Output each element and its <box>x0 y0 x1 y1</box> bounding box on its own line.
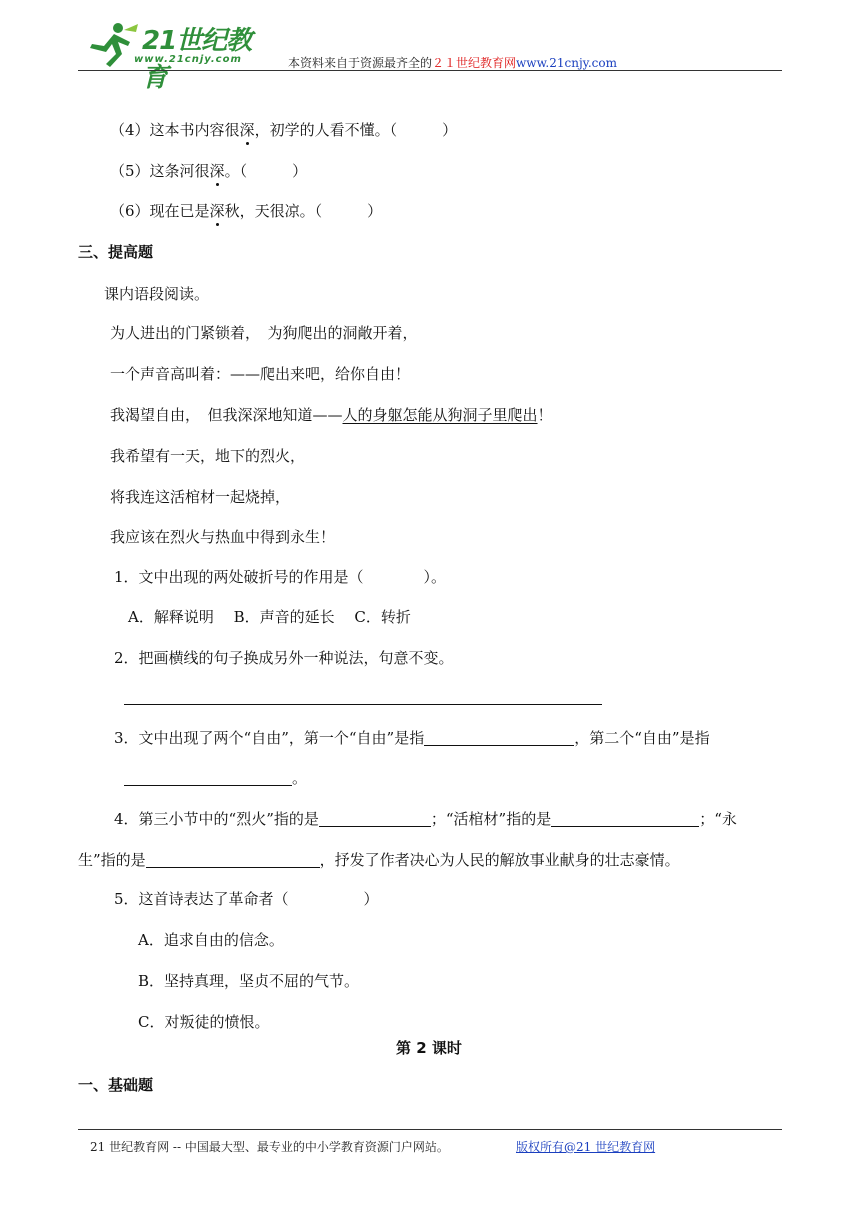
question-3 <box>114 728 710 748</box>
section-1-title: 一、基础题 <box>78 1076 154 1094</box>
site-logo <box>84 20 274 93</box>
header-note-prefix: 本资料来自于资源最齐全的 <box>288 56 433 70</box>
item-6-pre: （6）现在已是 <box>110 202 210 220</box>
footer-rule <box>78 1129 782 1130</box>
question-1: 1．文中出现的两处破折号的作用是（ ）。 <box>114 568 447 586</box>
question-3-part-b: ，第二个“自由”是指 <box>574 729 710 747</box>
answer-line-2[interactable] <box>124 704 602 705</box>
poem-line-3-post: ！ <box>537 406 553 424</box>
question-3-part-a: 3．文中出现了两个“自由”，第一个“自由”是指 <box>114 729 425 747</box>
item-6 <box>110 201 382 221</box>
underlined-sentence: 人的身躯怎能从狗洞子里爬出 <box>342 406 538 424</box>
poem-line-3 <box>110 405 553 425</box>
question-2: 2．把画横线的句子换成另外一种说法，句意不变。 <box>114 649 454 667</box>
item-5-dotted: 深 <box>209 162 225 180</box>
section-3-title: 三、提高题 <box>78 243 154 261</box>
item-4-post: ，初学的人看不懂。（ ） <box>254 121 458 139</box>
poem-line-1: 为人进出的门紧锁着， 为狗爬出的洞敞开着， <box>110 324 418 342</box>
item-4-pre: （4）这本书内容很 <box>110 121 240 139</box>
blank-4b[interactable] <box>551 810 699 827</box>
footer-left: 21 世纪教育网 -- 中国最大型、最专业的中小学教育资源门户网站。 <box>90 1140 449 1154</box>
lesson-2-title: 第 2 课时 <box>396 1039 462 1057</box>
header-url-link[interactable]: www.21cnjy.com <box>516 56 617 70</box>
question-5-option-b: B．坚持真理，坚贞不屈的气节。 <box>138 972 360 990</box>
question-4-part-b: ；“活棺材”指的是 <box>430 810 552 828</box>
poem-line-5: 将我连这活棺材一起烧掉， <box>110 488 291 506</box>
question-5-option-a: A．追求自由的信念。 <box>138 931 284 949</box>
question-3-end: 。 <box>292 769 308 787</box>
question-5-option-c: C．对叛徒的愤恨。 <box>138 1013 270 1031</box>
logo-url: www.21cnjy.com <box>134 54 242 65</box>
blank-3b[interactable] <box>124 769 292 786</box>
poem-line-6: 我应该在烈火与热血中得到永生！ <box>110 528 336 546</box>
question-1-options: A．解释说明 B．声音的延长 C．转折 <box>128 608 411 626</box>
item-4-dotted: 深 <box>239 121 255 139</box>
item-5-post: 。（ ） <box>224 162 308 180</box>
logo-text: 21世纪教育 <box>142 26 252 93</box>
footer-copyright-link[interactable] <box>516 1138 655 1155</box>
item-4 <box>110 120 457 140</box>
poem-line-3-pre: 我渴望自由， 但我深深地知道—— <box>110 406 343 424</box>
item-6-dotted: 深 <box>209 202 225 220</box>
blank-4c[interactable] <box>146 851 320 868</box>
question-4-part-e: ，抒发了作者决心为人民的解放事业献身的壮志豪情。 <box>319 851 680 869</box>
question-4-cont <box>78 850 680 870</box>
question-4 <box>114 809 737 829</box>
blank-3a[interactable] <box>424 729 574 746</box>
item-5-pre: （5）这条河很 <box>110 162 210 180</box>
item-6-post: 秋，天很凉。（ ） <box>224 202 383 220</box>
question-4-part-d: 生”指的是 <box>78 851 146 869</box>
header-note <box>288 54 617 71</box>
question-4-part-a: 4．第三小节中的“烈火”指的是 <box>114 810 319 828</box>
reading-intro: 课内语段阅读。 <box>104 285 210 303</box>
question-5: 5．这首诗表达了革命者（ ） <box>114 890 379 908</box>
header-brand-link[interactable]: ２１世纪教育网 <box>432 56 517 70</box>
item-5 <box>110 161 307 181</box>
footer-copyright-text[interactable]: 版权所有@21 世纪教育网 <box>516 1140 656 1154</box>
poem-line-4: 我希望有一天，地下的烈火， <box>110 447 306 465</box>
poem-line-2: 一个声音高叫着：——爬出来吧，给你自由！ <box>110 365 411 383</box>
header-rule <box>78 70 782 71</box>
runner-icon <box>84 20 140 68</box>
question-3-cont <box>124 768 307 788</box>
question-4-part-c: ；“永 <box>699 810 737 828</box>
blank-4a[interactable] <box>319 810 431 827</box>
